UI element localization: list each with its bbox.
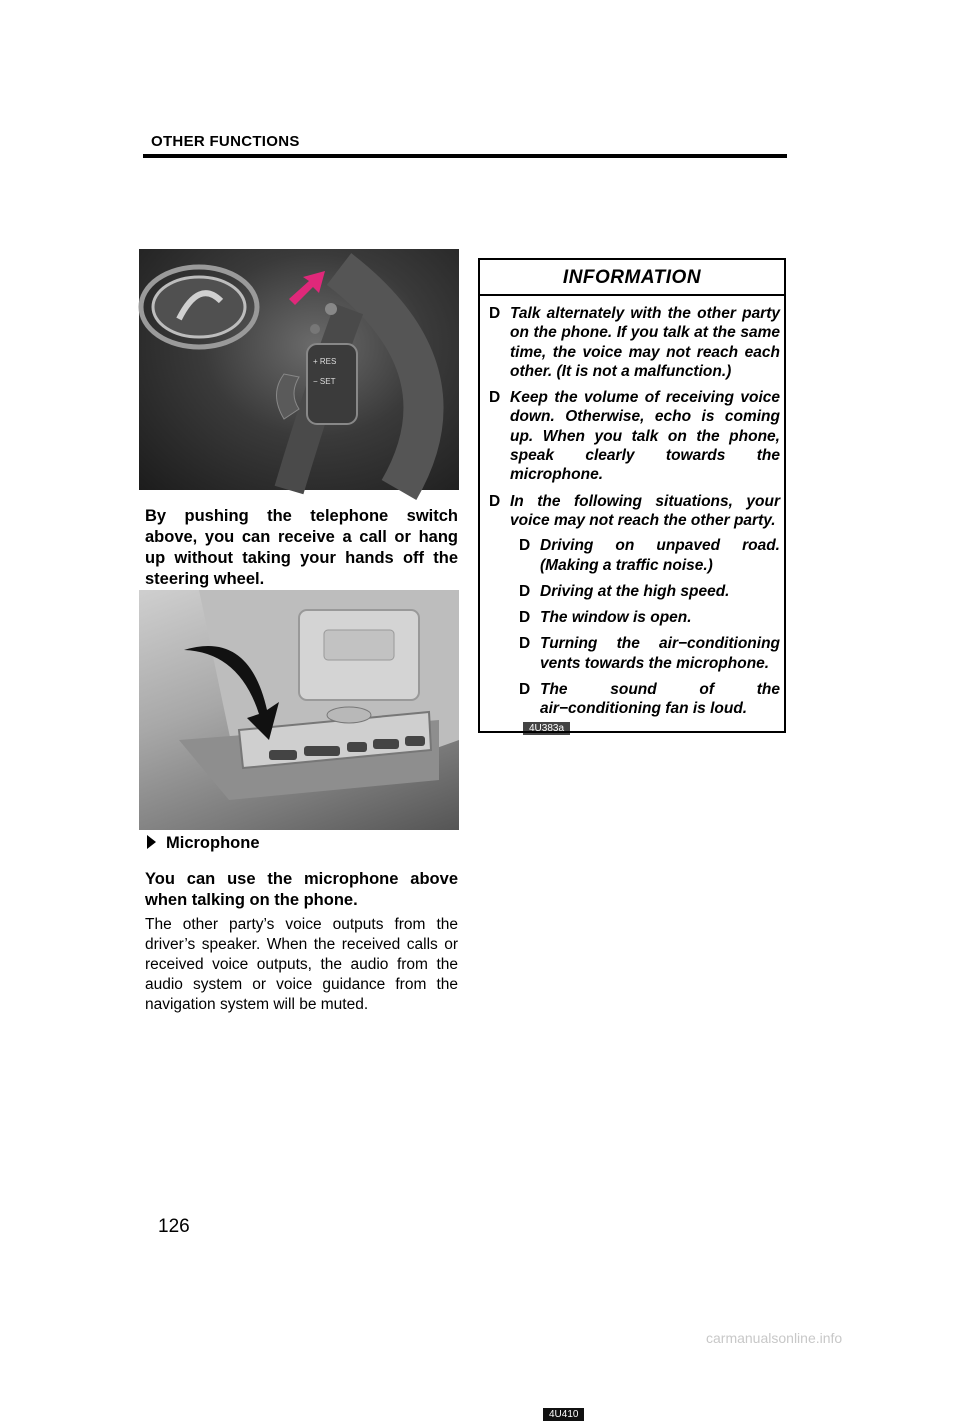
situation-item-text: Turning the air−conditioning vents towards the microphone. xyxy=(540,635,780,672)
svg-text:− SET: − SET xyxy=(313,377,336,386)
bullet-icon: D xyxy=(519,635,531,653)
triangle-bullet-icon xyxy=(147,835,156,849)
information-title: INFORMATION xyxy=(480,260,784,296)
situation-list xyxy=(510,536,780,718)
overhead-console-illustration xyxy=(139,590,459,830)
information-item xyxy=(488,388,780,484)
situation-item xyxy=(518,582,780,601)
bullet-icon: D xyxy=(489,492,501,510)
header-title: OTHER FUNCTIONS xyxy=(151,133,300,150)
information-item-text: Talk alternately with the other party on the phone. If you talk at the same time, the voice may not reach each other. (It is not a malfunction.) xyxy=(510,305,780,380)
information-box xyxy=(478,258,786,733)
bullet-icon: D xyxy=(519,537,531,555)
bullet-icon: D xyxy=(489,305,501,322)
information-list xyxy=(488,304,780,726)
page-number: 126 xyxy=(158,1216,190,1237)
information-item-text: Keep the volume of receiving voice down. Otherwise, echo is coming up. When you talk on the phone, speak clearly towards the microphone. xyxy=(510,389,780,484)
header-rule xyxy=(143,154,787,158)
situation-item xyxy=(518,608,780,627)
microphone-subheading xyxy=(147,834,260,853)
svg-text:+ RES: + RES xyxy=(313,357,337,366)
situation-item xyxy=(518,634,780,673)
bullet-icon: D xyxy=(519,609,531,627)
bullet-icon: D xyxy=(489,389,501,407)
situation-item-text: Driving on unpaved road. (Making a traffic noise.) xyxy=(540,537,780,574)
situation-item-text: Driving at the high speed. xyxy=(540,582,730,600)
situation-item xyxy=(518,680,780,719)
figure-code: 4U410 xyxy=(543,1408,584,1421)
microphone-paragraph: You can use the microphone above when talking on the phone. xyxy=(145,870,458,909)
subheading-text: Microphone xyxy=(166,834,260,852)
information-item xyxy=(488,492,780,719)
bullet-icon: D xyxy=(519,681,531,699)
steering-wheel-illustration xyxy=(139,249,459,490)
information-item xyxy=(488,304,780,381)
situation-item xyxy=(518,536,780,575)
situation-item-text: The window is open. xyxy=(540,609,692,627)
information-item-text: In the following situations, your voice may not reach the other party. xyxy=(510,492,780,529)
bullet-icon: D xyxy=(519,582,531,600)
figure-code: 4U383a xyxy=(523,722,570,735)
situation-item-text: The sound of the air−conditioning fan is loud. xyxy=(540,681,780,718)
telephone-switch-paragraph: By pushing the telephone switch above, you can receive a call or hang up without taking your hands off the steering wheel. xyxy=(145,507,458,588)
speaker-paragraph: The other party’s voice outputs from the driver’s speaker. When the received calls or received voice outputs, the audio from the audio system or voice guidance from the navigation system will be muted. xyxy=(145,916,458,1013)
watermark: carmanualsonline.info xyxy=(706,1330,843,1346)
